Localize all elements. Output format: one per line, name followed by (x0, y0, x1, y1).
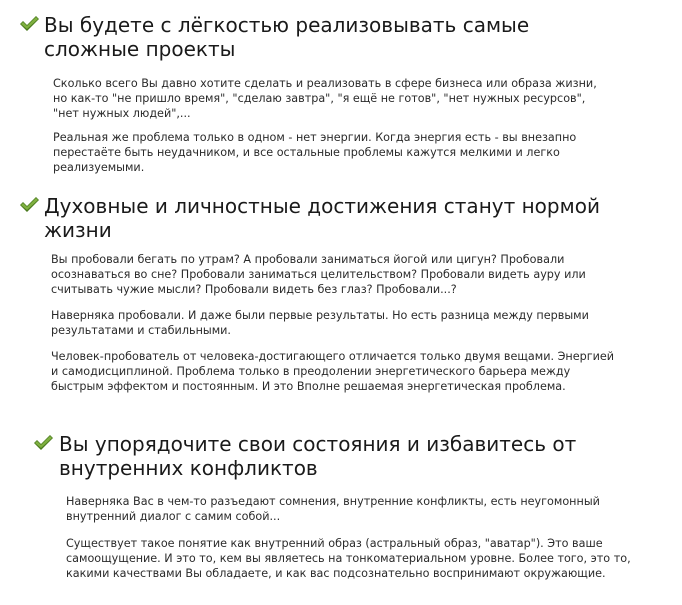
section-paragraph: Реальная же проблема только в одном - нет энергии. Когда энергия есть - вы внезапно перестаёте быть неудачником, и все остальные проблемы кажутся мелкими и легко реализуемыми. (53, 131, 577, 174)
section-paragraph: Наверняка Вас в чем-то разъедают сомнения, внутренние конфликты, есть неугомонный внутренний диалог с самим собой... (66, 495, 600, 523)
checkmark-icon (32, 433, 54, 453)
section-heading: Вы упорядочите свои состояния и избавитесь от внутренних конфликтов (59, 432, 577, 480)
benefit-section-conflicts (0, 432, 682, 580)
section-paragraph: Человек-пробователь от человека-достигающего отличается только двумя вещами. Энергией и самодисциплиной. Проблема только в преодолении энергетического барьера между быстрым эффектом и постоянным. И это Вполне решаемая энергетическая проблема. (51, 350, 615, 393)
benefit-section-projects (0, 13, 682, 174)
section-paragraph: Наверняка пробовали. И даже были первые результаты. Но есть разница между первыми результатами и стабильными. (51, 309, 589, 337)
checkmark-icon (18, 14, 40, 34)
checkmark-icon (18, 195, 40, 215)
section-paragraph: Вы пробовали бегать по утрам? А пробовали заниматься йогой или цигун? Пробовали осознаваться во сне? Пробовали заниматься целительством? Пробовали видеть ауру или считывать чужие мысли? Пробовали видеть без глаз? Пробовали...? (51, 253, 586, 296)
benefit-section-spiritual (0, 194, 682, 393)
section-heading: Вы будете с лёгкостью реализовывать самые сложные проекты (44, 13, 530, 61)
section-heading: Духовные и личностные достижения станут нормой жизни (44, 194, 600, 242)
section-paragraph: Существует такое понятие как внутренний образ (астральный образ, "аватар"). Это ваше самоощущение. И это то, кем вы являетесь на тонкоматериальном уровне. Более того, это то, какими качествами Вы обладаете, и как вас подсознательно воспринимают окружающие. (66, 537, 631, 580)
section-paragraph: Сколько всего Вы давно хотите сделать и реализовать в сфере бизнеса или образа жизни, но как-то "не пришло время", "сделаю завтра", "я ещё не готов", "нет нужных ресурсов", "нет нужных людей",... (53, 77, 597, 120)
